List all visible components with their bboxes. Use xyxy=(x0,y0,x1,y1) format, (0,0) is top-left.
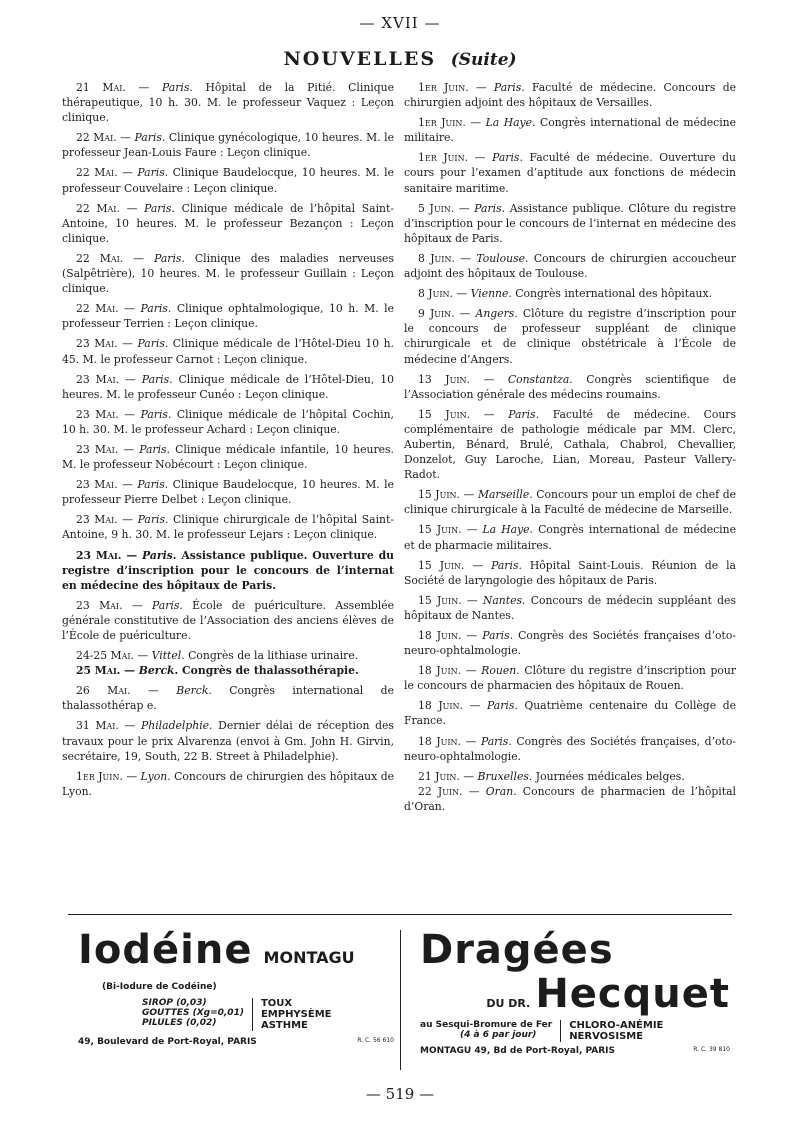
horizontal-rule xyxy=(68,914,732,915)
entry-dash: — xyxy=(119,372,142,386)
news-entry xyxy=(404,80,736,110)
entry-city: Lyon xyxy=(140,769,168,783)
entry-city: Philadelphie xyxy=(141,719,210,733)
title-suite: (Suite) xyxy=(450,50,517,70)
ad-iodeine-brand-sub: MONTAGU xyxy=(263,948,355,967)
news-entry xyxy=(404,407,736,482)
entry-text: . Congrès de thalassothérapie. xyxy=(174,664,359,678)
entry-city: Paris xyxy=(154,251,182,265)
entry-text: . Faculté de médecine. Cours complémentaire de pathologie médicale par MM. Clerc, Aubertin, Bénard, Brulé, Cathala, Chabrol, Chevallier, Donzelot, Guy Laroche, Lian, Moreau, Pasteur Vallery-Radot. xyxy=(404,407,736,482)
entry-date: 18 Juin. xyxy=(418,734,461,748)
entry-dash: — xyxy=(122,769,141,783)
ad-iodeine-address: 49, Boulevard de Port-Royal, PARIS xyxy=(78,1037,257,1047)
entry-text: . Journées médicales belges. xyxy=(528,769,685,783)
ad-hecquet-indication: NERVOSISME xyxy=(569,1031,644,1042)
entry-date: 15 Juin. xyxy=(418,407,471,421)
ad-iodeine-footer xyxy=(78,1037,394,1047)
entry-city: Paris xyxy=(161,81,190,94)
entry-dash: — xyxy=(122,598,152,612)
news-entry xyxy=(404,784,736,814)
news-entry xyxy=(62,512,394,542)
entry-date: 8 Juin. xyxy=(418,251,455,265)
news-entry xyxy=(404,372,736,402)
section-title xyxy=(0,48,800,70)
entry-city: Rouen xyxy=(481,664,517,678)
entry-date: 22 Juin. xyxy=(418,784,463,798)
ad-iodeine-forms xyxy=(142,998,253,1031)
entry-dash: — xyxy=(469,372,508,386)
entry-dash: — xyxy=(118,407,141,421)
news-entry xyxy=(62,769,394,799)
entry-dash: — xyxy=(118,719,142,733)
entry-date: 23 Mai. xyxy=(76,598,123,612)
news-entry xyxy=(404,286,736,301)
entry-text: . Congrès de la lithiase urinaire. xyxy=(181,649,359,663)
ad-hecquet-line2: (4 à 6 par jour) xyxy=(460,1030,537,1040)
entry-city: Paris xyxy=(137,166,165,180)
entry-text: . Clinique médicale infantile, 10 heures. M. le professeur Nobécourt : Leçon clinique. xyxy=(62,442,394,472)
entry-date: 9 Juin. xyxy=(418,307,455,321)
entry-date: 5 Juin. xyxy=(418,201,455,215)
entry-dash: — xyxy=(133,649,152,663)
entry-dash: — xyxy=(460,734,481,748)
entry-city: Paris xyxy=(139,442,167,456)
entry-text: . Congrès scientifique de l’Association générale des médecins roumains. xyxy=(404,372,736,401)
entry-city: Paris xyxy=(140,407,168,421)
entry-date: 22 Mai. xyxy=(76,131,117,145)
entry-dash: — xyxy=(459,488,478,502)
entry-dash: — xyxy=(452,287,471,301)
news-entry xyxy=(404,558,736,588)
entry-text: . Congrès international de médecine et de pharmacie militaires. xyxy=(404,523,736,552)
entry-city: La Haye xyxy=(485,116,533,130)
news-entry xyxy=(62,648,394,663)
ad-hecquet xyxy=(420,928,730,1078)
entry-text: . Clinique gynécologique, 10 heures. M. le professeur Jean-Louis Faure : Leçon clinique. xyxy=(62,131,394,160)
entry-dash: — xyxy=(117,337,138,351)
entry-date: 22 Mai. xyxy=(76,251,124,265)
entry-dash: — xyxy=(468,151,493,165)
entry-dash: — xyxy=(459,769,478,783)
news-entry xyxy=(62,718,394,763)
ad-iodeine-form: GOUTTES (Xg=0,01) xyxy=(142,1008,244,1018)
entry-text: . Faculté de médecine. Concours de chirurgien adjoint des hôpitaux de Versailles. xyxy=(404,81,737,110)
ad-hecquet-rc: R. C. 39 810 xyxy=(693,1046,730,1053)
entry-dash: — xyxy=(116,131,135,145)
news-entry xyxy=(62,548,394,593)
news-entry xyxy=(62,201,394,246)
ad-iodeine-indication: TOUX xyxy=(260,998,293,1009)
entry-date: 23 Mai. xyxy=(76,548,122,562)
entry-date: 25 Mai. xyxy=(76,664,121,678)
news-entry xyxy=(62,372,394,402)
entry-city: Paris xyxy=(134,131,162,145)
news-entry xyxy=(404,522,736,552)
entry-dash: — xyxy=(454,251,477,265)
entry-date: 1er Juin. xyxy=(418,81,469,94)
entry-text: . Concours de pharmacien de l’hôpital d’Oran. xyxy=(404,784,736,813)
entry-city: Berck xyxy=(176,684,209,698)
entry-dash: — xyxy=(125,81,162,94)
entry-dash: — xyxy=(118,302,141,316)
entry-date: 18 Juin. xyxy=(418,699,463,713)
entry-dash: — xyxy=(130,684,177,698)
entry-city: Paris xyxy=(508,407,536,421)
entry-dash: — xyxy=(461,629,483,642)
ad-hecquet-brand-line xyxy=(420,972,730,1016)
entry-date: 21 Juin. xyxy=(418,769,460,783)
entry-text: . Clinique Baudelocque, 10 heures. M. le professeur Pierre Delbet : Leçon clinique. xyxy=(62,478,394,507)
entry-date: 22 Mai. xyxy=(76,166,118,180)
entry-city: Nantes xyxy=(482,593,523,607)
entry-city: Paris xyxy=(492,151,520,165)
entry-text: . Concours de médecin suppléant des hôpitaux de Nantes. xyxy=(404,593,736,622)
news-entry xyxy=(62,407,394,437)
entry-city: Angers xyxy=(475,307,515,321)
entry-text: . Concours pour un emploi de chef de clinique chirurgicale à la Faculté de médecine de Marseille. xyxy=(404,488,736,517)
entry-text: . Dernier délai de réception des travaux pour le prix Alvarenza (envoi à Gm. John H. Girvin, secrétaire, 19, South, 22 B. Street à Philadelphie). xyxy=(62,719,394,763)
news-entry xyxy=(62,336,394,366)
ad-iodeine-indications xyxy=(253,998,332,1031)
ad-iodeine-indication: EMPHYSÈME xyxy=(260,1009,332,1020)
news-entry xyxy=(404,487,736,517)
entry-text: . Clinique chirurgicale de l’hôpital Saint-Antoine, 9 h. 30. M. le professeur Lejars : Leçon clinique. xyxy=(62,513,394,542)
entry-text: . Clôture du registre d’inscription pour le concours de professeur suppléant de clinique chirurgicale et de clinique obstétricale à l’École de médecine d’Angers. xyxy=(404,307,736,366)
news-entry xyxy=(62,663,394,678)
entry-city: Marseille xyxy=(477,488,530,502)
entry-date: 15 Juin. xyxy=(418,558,465,572)
entry-text: . Clinique médicale de l’hôpital Saint-Antoine, 10 heures. M. le professeur Bezançon : Leçon clinique. xyxy=(62,201,394,245)
news-entry xyxy=(404,593,736,623)
ad-iodeine-form: SIROP (0,03) xyxy=(142,998,207,1008)
news-entry xyxy=(404,201,736,246)
entry-city: Paris xyxy=(142,548,173,562)
entry-dash: — xyxy=(461,664,482,678)
entry-text: . Congrès des Sociétés françaises, d’oto-neuro-ophtalmologie. xyxy=(404,734,736,763)
entry-text: . Clinique Baudelocque, 10 heures. M. le professeur Couvelaire : Leçon clinique. xyxy=(62,166,394,195)
entry-city: Paris xyxy=(474,201,502,215)
entry-text: . Congrès international des hôpitaux. xyxy=(508,287,713,301)
entry-dash: — xyxy=(464,558,492,572)
entry-date: 18 Juin. xyxy=(418,629,462,642)
entry-dash: — xyxy=(454,201,475,215)
entry-dash: — xyxy=(465,116,486,130)
entry-date: 15 Juin. xyxy=(418,488,460,502)
entry-date: 23 Mai. xyxy=(76,513,118,527)
ad-iodeine-brand: Iodéine xyxy=(78,927,253,973)
entry-text: . Congrès des Sociétés françaises d’oto-neuro-ophtalmologie. xyxy=(404,629,737,658)
entry-text: . Quatrième centenaire du Collège de France. xyxy=(404,699,736,728)
entry-city: Paris xyxy=(140,302,168,316)
news-entry xyxy=(62,165,394,195)
ad-hecquet-footer xyxy=(420,1046,730,1056)
ad-hecquet-brand: Dragées xyxy=(420,927,614,973)
ad-hecquet-details xyxy=(420,1020,730,1042)
news-entry xyxy=(62,301,394,331)
entry-city: Paris xyxy=(152,598,180,612)
entry-date: 1er Juin. xyxy=(76,769,123,783)
entry-city: Paris xyxy=(480,734,509,748)
entry-date: 23 Mai. xyxy=(76,407,119,421)
ad-hecquet-address: MONTAGU 49, Bd de Port-Royal, PARIS xyxy=(420,1046,616,1056)
right-column xyxy=(404,80,736,819)
entry-text: . Faculté de médecine. Ouverture du cours pour l’examen d’aptitude aux fonctions de médecin sanitaire maritime. xyxy=(404,151,737,195)
entry-date: 24-25 Mai. xyxy=(76,649,134,663)
ad-hecquet-name: Hecquet xyxy=(535,971,730,1017)
entry-dash: — xyxy=(470,407,509,421)
entry-text: . Assistance publique. Ouverture du registre d’inscription pour le concours de l’internat en médecine des hôpitaux de Paris. xyxy=(62,548,394,592)
entry-dash: — xyxy=(463,699,487,713)
ad-iodeine xyxy=(78,928,394,1078)
entry-date: 13 Juin. xyxy=(418,372,470,386)
entry-dash: — xyxy=(462,784,486,798)
entry-date: 22 Mai. xyxy=(76,302,119,316)
entry-date: 23 Mai. xyxy=(76,372,120,386)
news-entry xyxy=(404,663,736,693)
entry-dash: — xyxy=(117,478,138,492)
entry-city: Paris xyxy=(491,558,519,572)
ad-iodeine-rc: R. C. 56 610 xyxy=(357,1037,394,1044)
news-entry xyxy=(62,598,394,643)
ad-hecquet-indication: CHLORO-ANÉMIE xyxy=(569,1020,664,1031)
entry-text: . Clinique médicale de l’hôpital Cochin, 10 h. 30. M. le professeur Achard : Leçon clinique. xyxy=(62,407,394,436)
entry-city: Vittel xyxy=(151,649,182,663)
entry-date: 22 Mai. xyxy=(76,201,120,215)
entry-city: La Haye xyxy=(482,523,530,537)
entry-city: Paris xyxy=(137,337,165,351)
entry-text: . École de puériculture. Assemblée générale constitutive de l’Association des anciens élèves de l’École de puériculture. xyxy=(62,598,394,642)
entry-city: Paris xyxy=(141,372,170,386)
entry-text: . Congrès international de thalassothérap e. xyxy=(62,684,394,713)
entry-dash: — xyxy=(454,307,476,321)
news-entry xyxy=(404,150,736,195)
entry-text: . Assistance publique. Clôture du registre d’inscription pour le concours de l’internat en médecine des hôpitaux de Paris. xyxy=(404,201,736,245)
entry-dash: — xyxy=(120,664,139,678)
news-entry xyxy=(404,734,736,764)
ad-hecquet-line1: au Sesqui-Bromure de Fer xyxy=(420,1020,553,1030)
entry-date: 31 Mai. xyxy=(76,719,119,733)
entry-text: . Clinique des maladies nerveuses (Salpêtrière), 10 heures. M. le professeur Guillain : Leçon clinique. xyxy=(62,251,394,296)
entry-date: 15 Juin. xyxy=(418,593,462,607)
ad-iodeine-form: PILULES (0,02) xyxy=(142,1018,217,1028)
entry-city: Paris xyxy=(137,478,165,492)
entry-city: Toulouse xyxy=(476,251,526,265)
news-entry xyxy=(404,628,736,658)
entry-dash: — xyxy=(117,166,138,180)
entry-text: . Hôpital de la Pitié. Clinique thérapeutique, 10 h. 30. M. le professeur Vaquez : Leçon clinique. xyxy=(62,81,394,125)
entry-date: 26 Mai. xyxy=(76,684,131,698)
entry-city: Paris xyxy=(144,201,172,215)
entry-city: Paris xyxy=(493,81,522,94)
entry-city: Constantza xyxy=(507,372,570,386)
entry-text: . Clôture du registre d’inscription pour le concours de pharmacien des hôpitaux de Rouen. xyxy=(404,664,736,693)
entry-city: Paris xyxy=(486,699,515,713)
title-main: NOUVELLES xyxy=(283,48,437,70)
ad-iodeine-indication: ASTHME xyxy=(260,1020,308,1031)
entry-city: Berck xyxy=(138,664,175,678)
page-header-roman: — XVII — xyxy=(359,14,441,32)
entry-dash: — xyxy=(117,513,138,527)
left-column xyxy=(62,80,394,804)
entry-dash: — xyxy=(119,201,145,215)
entry-city: Paris xyxy=(137,513,166,527)
news-entry xyxy=(404,698,736,728)
ad-iodeine-subtitle: (Bi-Iodure de Codéine) xyxy=(102,982,217,992)
entry-date: 1er Juin. xyxy=(418,151,469,165)
entry-date: 1er Juin. xyxy=(418,116,466,130)
news-entry xyxy=(404,769,736,784)
news-entry xyxy=(404,115,736,145)
ad-hecquet-du: DU DR. xyxy=(486,997,531,1010)
news-entry xyxy=(62,80,394,125)
entry-text: . Clinique ophtalmologique, 10 h. M. le professeur Terrien : Leçon clinique. xyxy=(62,302,394,331)
news-entry xyxy=(404,251,736,281)
ad-divider xyxy=(400,930,401,1070)
news-entry xyxy=(62,251,394,296)
entry-text: . Concours de chirurgien accoucheur adjoint des hôpitaux de Toulouse. xyxy=(404,251,737,281)
entry-dash: — xyxy=(118,442,140,456)
entry-city: Bruxelles xyxy=(477,769,529,783)
entry-date: 18 Juin. xyxy=(418,664,462,678)
entry-text: . Congrès international de médecine militaire. xyxy=(404,116,736,145)
ad-iodeine-brand-line xyxy=(78,928,394,972)
entry-text: . Hôpital Saint-Louis. Réunion de la Société de laryngologie des hôpitaux de Paris. xyxy=(404,558,736,587)
page-number: — 519 — xyxy=(365,1085,435,1103)
entry-date: 23 Mai. xyxy=(76,337,118,351)
entry-date: 8 Juin. xyxy=(418,287,453,301)
entry-dash: — xyxy=(461,593,483,607)
entry-text: . Clinique médicale de l’Hôtel-Dieu, 10 heures. M. le professeur Cunéo : Leçon clinique. xyxy=(62,372,394,401)
entry-dash: — xyxy=(121,548,143,562)
entry-date: 21 Mai. xyxy=(76,81,126,94)
entry-dash: — xyxy=(461,523,483,537)
entry-text: . Concours de chirurgien des hôpitaux de Lyon. xyxy=(62,769,395,798)
ad-hecquet-composition xyxy=(420,1020,561,1042)
news-entry xyxy=(62,683,394,713)
entry-dash: — xyxy=(468,81,494,94)
news-entry xyxy=(62,477,394,507)
entry-date: 23 Mai. xyxy=(76,478,118,492)
entry-text: . Clinique médicale de l’Hôtel-Dieu 10 h. 45. M. le professeur Carnot : Leçon clinique. xyxy=(62,337,394,366)
news-entry xyxy=(404,306,736,366)
ad-iodeine-details xyxy=(142,998,394,1031)
entry-city: Paris xyxy=(482,629,510,642)
entry-dash: — xyxy=(123,251,155,265)
news-entry xyxy=(62,442,394,472)
ad-hecquet-indications xyxy=(561,1020,663,1042)
news-entry xyxy=(62,130,394,160)
entry-city: Oran xyxy=(485,784,514,798)
entry-date: 23 Mai. xyxy=(76,442,119,456)
entry-date: 15 Juin. xyxy=(418,523,462,537)
entry-city: Vienne xyxy=(470,287,509,301)
